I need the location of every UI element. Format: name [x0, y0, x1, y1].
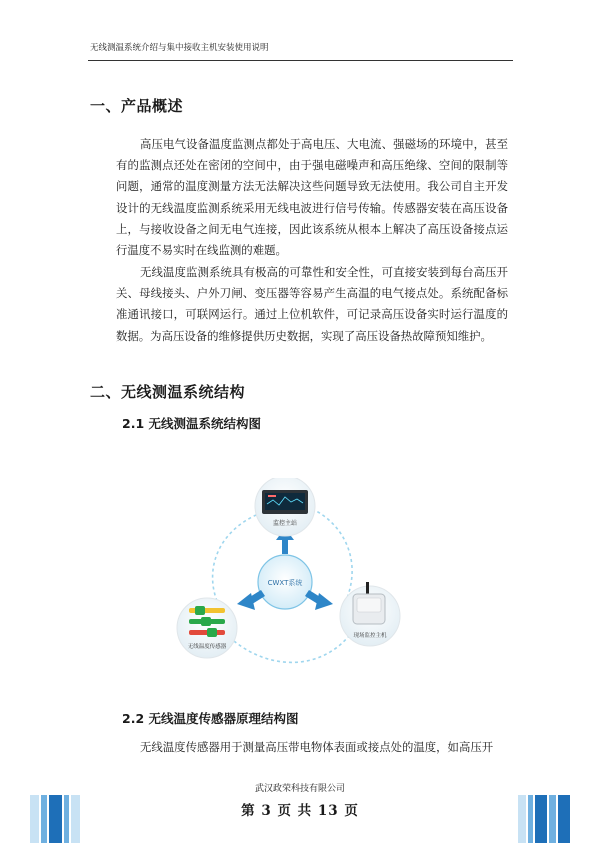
node-field-host-label: 现场监控主机 [353, 633, 387, 639]
page-number: 第 3 页 共 13 页 [241, 803, 359, 819]
node-wireless-sensor-label: 无线温度传感器 [187, 644, 227, 650]
section-1-paragraph-1: 高压电气设备温度监测点都处于高电压、大电流、强磁场的环境中，甚至有的监测点还处在密闭的空间中，由于强电磁噪声和高压绝缘、空间的限制等问题，通常的温度测量方法无法解决这些问题导致无法使用。我公司自主开发设计的无线温度监测系统采用无线电波进行信号传输。传感器安装在高压设备上，与接收设备之间无电气连接，因此该系统从根本上解决了高压设备接点运行温度不易实时在线监测的难题。 [116, 137, 508, 258]
footer-company: 武汉政荣科技有限公司 [254, 784, 345, 794]
footer-bars-right [518, 795, 573, 843]
arrow-right-icon [305, 590, 333, 610]
arrow-left-icon [237, 590, 265, 610]
subsection-2-2-paragraph: 无线温度传感器用于测量高压带电物体表面或接点处的温度，如高压开 [140, 740, 494, 754]
header-rule [88, 60, 513, 61]
subsection-2-1-heading: 2.1 无线测温系统结构图 [122, 416, 261, 431]
section-2-heading: 二、无线测温系统结构 [90, 383, 246, 401]
center-label: CWXT系统 [267, 579, 303, 587]
footer-bars-left [30, 795, 82, 843]
node-monitoring-station [255, 478, 315, 536]
system-structure-diagram [165, 478, 435, 678]
monitor-screen-icon [262, 490, 308, 514]
section-1-heading: 一、产品概述 [90, 97, 184, 115]
node-monitoring-station-label: 监控主站 [272, 520, 298, 527]
running-header: 无线测温系统介绍与集中接收主机安装使用说明 [90, 43, 269, 53]
sensor-clamps-icon [189, 606, 225, 637]
node-wireless-sensor [177, 598, 237, 658]
section-1-paragraph-2: 无线温度监测系统具有极高的可靠性和安全性，可直接安装到每台高压开关、母线接头、户外刀闸、变压器等容易产生高温的电气接点处。系统配备标准通讯接口，可联网运行。通过上位机软件，可记录高压设备实时运行温度的数据。为高压设备的维修提供历史数据，实现了高压设备热故障预知维护。 [116, 265, 508, 343]
subsection-2-2-heading: 2.2 无线温度传感器原理结构图 [122, 711, 299, 726]
